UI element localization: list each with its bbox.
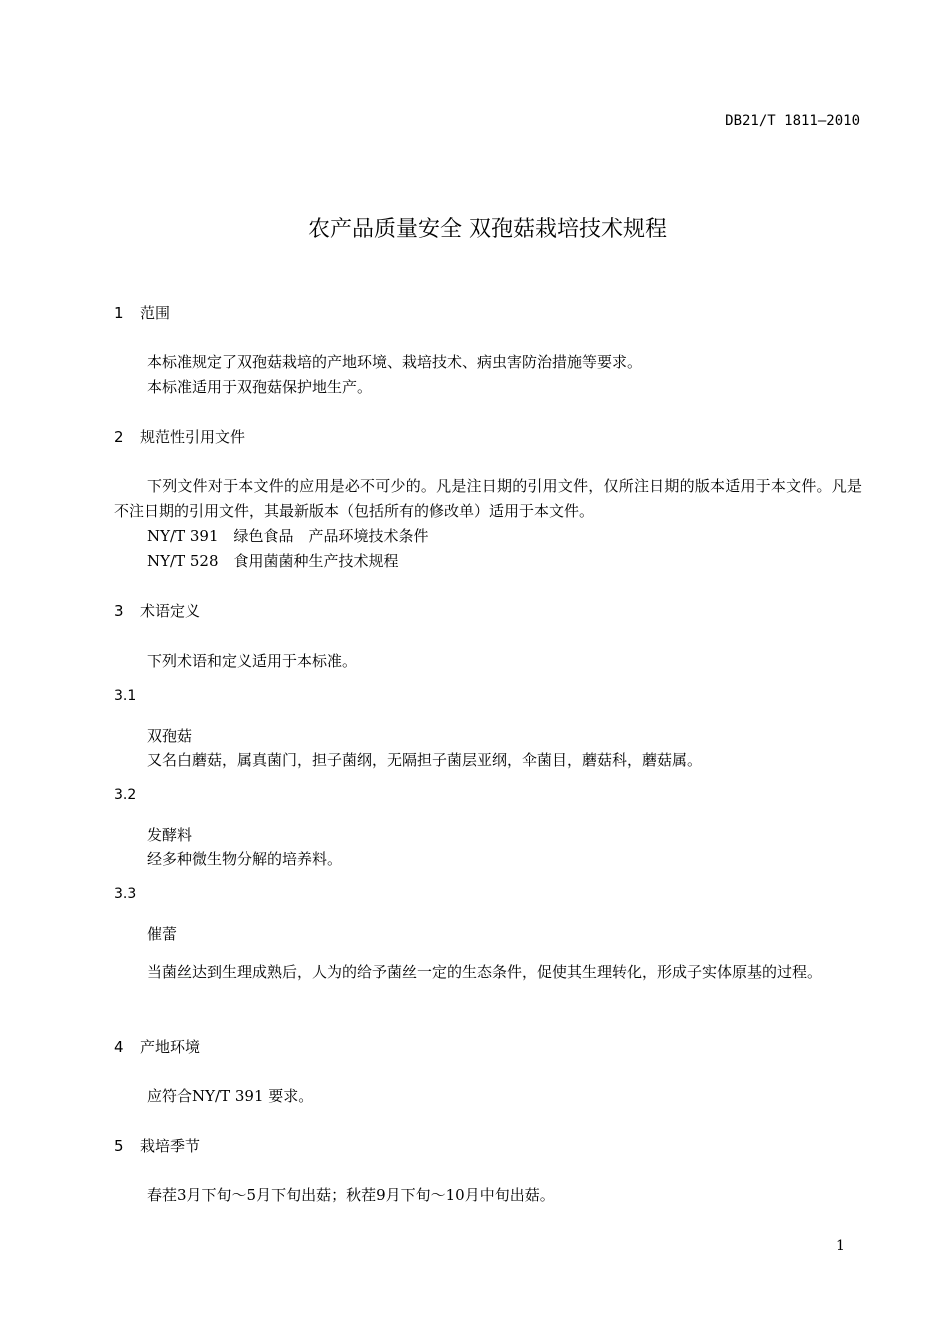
section-number: 3 xyxy=(114,602,124,620)
section-4-paragraph-1: 应符合NY/T 391 要求。 xyxy=(147,1087,314,1105)
term-definition: 又名白蘑菇，属真菌门，担子菌纲，无隔担子菌层亚纲，伞菌目，蘑菇科，蘑菇属。 xyxy=(147,751,703,769)
term-number: 3.2 xyxy=(114,787,137,803)
section-3-heading xyxy=(114,600,200,621)
section-title: 规范性引用文件 xyxy=(140,428,246,446)
page-number: 1 xyxy=(836,1238,845,1254)
section-number: 5 xyxy=(114,1137,124,1155)
term-definition: 当菌丝达到生理成熟后，人为的给予菌丝一定的生态条件，促使其生理转化，形成子实体原基的过程。 xyxy=(147,963,823,981)
section-1-paragraph-1: 本标准规定了双孢菇栽培的产地环境、栽培技术、病虫害防治措施等要求。 xyxy=(147,353,643,371)
term-name: 催蕾 xyxy=(147,925,178,943)
section-4-heading xyxy=(114,1036,200,1057)
section-title: 栽培季节 xyxy=(140,1137,201,1155)
section-2-heading xyxy=(114,426,245,447)
section-title: 产地环境 xyxy=(140,1038,201,1056)
section-number: 1 xyxy=(114,304,124,322)
term-name: 双孢菇 xyxy=(147,727,193,745)
term-name: 发酵料 xyxy=(147,826,193,844)
section-2-paragraph-1: 下列文件对于本文件的应用是必不可少的。凡是注日期的引用文件，仅所注日期的版本适用于本文件。凡是不注日期的引用文件，其最新版本（包括所有的修改单）适用于本文件。 xyxy=(114,477,862,520)
section-5-paragraph-1: 春茬3月下旬～5月下旬出菇；秋茬9月下旬～10月中旬出菇。 xyxy=(147,1186,555,1204)
section-1-paragraph-2: 本标准适用于双孢菇保护地生产。 xyxy=(147,378,373,396)
section-3-paragraph-1: 下列术语和定义适用于本标准。 xyxy=(147,652,358,670)
reference-item: NY/T 391 绿色食品 产品环境技术条件 xyxy=(147,527,429,545)
section-title: 范围 xyxy=(140,304,171,322)
term-definition: 经多种微生物分解的培养料。 xyxy=(147,850,343,868)
term-number: 3.3 xyxy=(114,886,137,902)
document-title: 农产品质量安全 双孢菇栽培技术规程 xyxy=(308,217,667,242)
section-number: 4 xyxy=(114,1038,124,1056)
section-title: 术语定义 xyxy=(140,602,201,620)
term-number: 3.1 xyxy=(114,688,137,704)
document-code: DB21/T 1811—2010 xyxy=(725,113,860,129)
section-5-heading xyxy=(114,1135,200,1156)
reference-item: NY/T 528 食用菌菌种生产技术规程 xyxy=(147,552,399,570)
section-1-heading xyxy=(114,302,170,323)
section-number: 2 xyxy=(114,428,124,446)
